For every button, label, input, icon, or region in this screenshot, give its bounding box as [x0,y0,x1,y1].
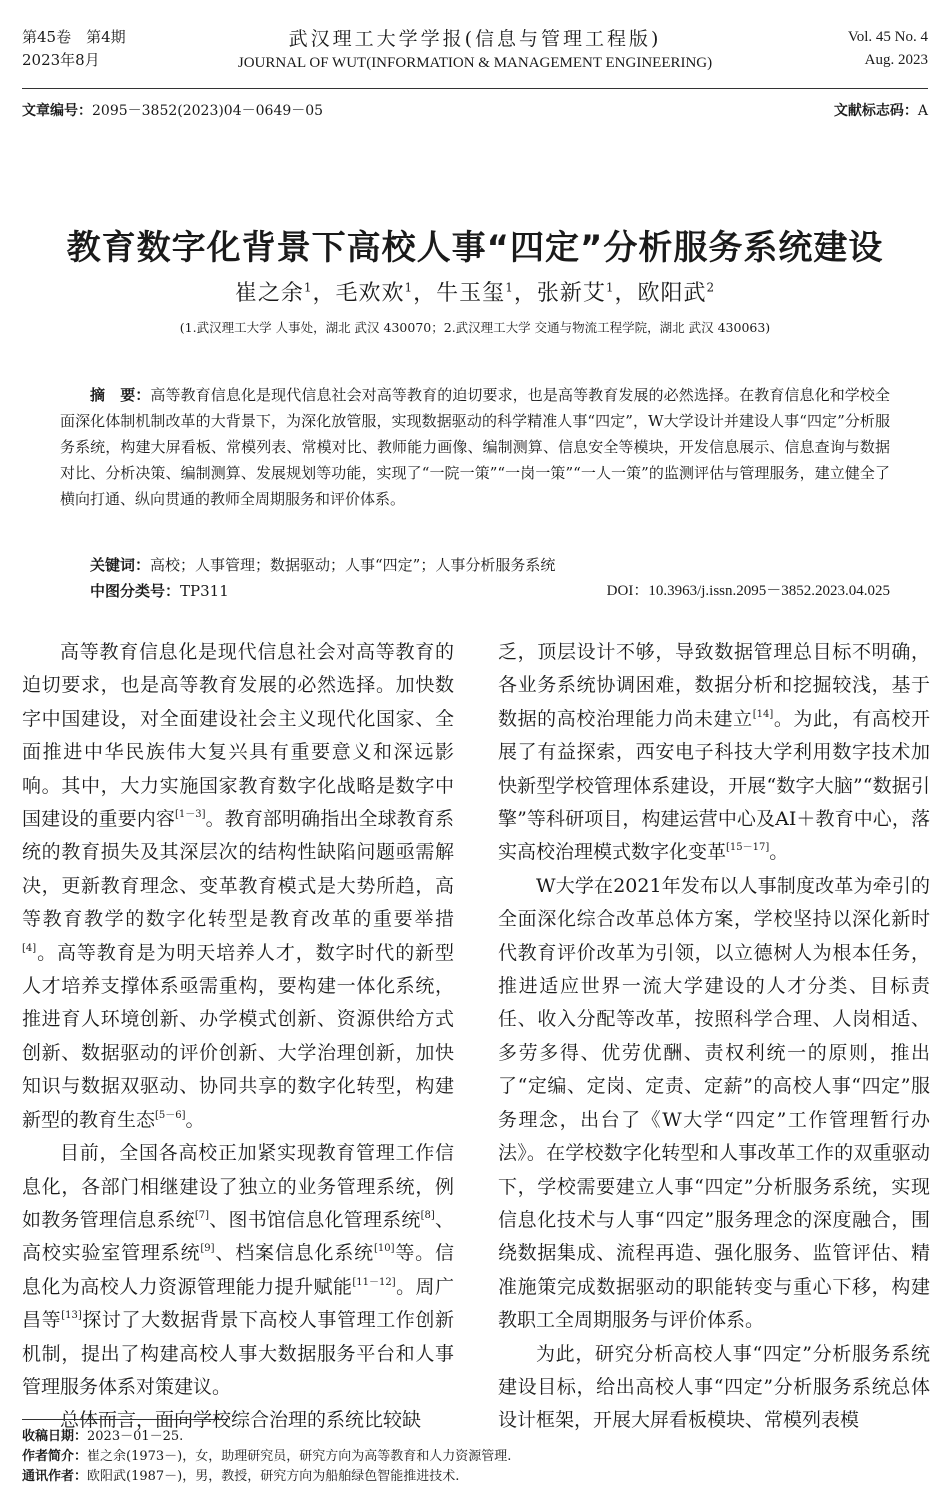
citation: [4] [22,942,37,954]
clc-value: TP311 [180,582,229,600]
abstract-label: 摘 要： [90,386,151,404]
author-name: 牛玉玺 [436,281,506,306]
paragraph: 总体而言，面向学校综合治理的系统比较缺 [60,1409,422,1432]
footnotes [22,1427,928,1487]
journal-name-zh: 武汉理工大学学报(信息与管理工程版) [288,28,662,50]
footnote-rule [22,1419,228,1420]
author-name: 张新艾 [536,281,606,306]
citation: [11－12] [352,1276,396,1288]
author-name: 崔之余 [234,281,304,306]
corresponding-label: 通讯作者： [22,1469,88,1484]
received-value: 2023－01－25. [87,1429,184,1444]
citation: [14] [752,708,774,720]
classification [90,578,890,604]
author-name: 欧阳武 [637,281,707,306]
clc-number [90,578,229,604]
clc-label: 中图分类号： [90,582,181,600]
text-run: 、高校实验室管理系统 [22,1208,454,1265]
page-header [22,26,928,86]
citation: [5－6] [155,1109,186,1121]
citation: [9] [200,1243,215,1255]
citation: [7] [194,1209,210,1221]
author-affil-mark: 1 [303,280,313,295]
corresponding-text: 欧阳武(1987－)，男，教授，研究方向为船舶绿色智能推进技术. [87,1469,460,1484]
article-id-value: 2095－3852(2023)04－0649－05 [92,103,324,119]
document-code-label: 文献标志码： [833,103,918,119]
keywords-label: 关键词： [90,556,151,574]
article-id [22,100,323,122]
author-list: 崔之余$^1$，毛欢欢$^1$，牛玉玺$^1$，张新艾$^1$，欧阳武$^2$ [234,280,716,306]
affiliations: (1.武汉理工大学 人事处，湖北 武汉 430070；2.武汉理工大学 交通与物流工程学院，湖北 武汉 430063) [179,320,771,335]
text-run: 等。信息化为高校人力资源管理能力提升赋能 [22,1242,454,1298]
paragraph: 为此，研究分析高校人事“四定”分析服务系统建设目标，给出高校人事“四定”分析服务系统总体设计框架，开展大屏看板模块、常模列表模 [498,1342,930,1432]
author-affil-mark: 1 [505,280,514,295]
text-run: 。 [185,1108,205,1131]
text-run: 。教育部明确指出全球教育系统的教育损失及其深层次的结构性缺陷问题亟需解决，更新教育理念、变革教育模式是大势所趋，高等教育教学的数字化转型是教育改革的重要举措 [22,808,454,931]
text-run: 、档案信息化系统 [214,1242,374,1265]
author-affil-mark: 2 [706,280,716,295]
text-run: 。周广昌等 [22,1275,454,1332]
journal-name-en: JOURNAL OF WUT(INFORMATION & MANAGEMENT ENGINEERING) [237,55,713,71]
corresponding-author [22,1467,928,1487]
citation: [15－17] [726,842,770,854]
keywords [90,552,890,578]
text-run: 。 [769,841,789,864]
body-column-left [22,636,454,1438]
paragraph [22,1137,454,1404]
article-title: 教育数字化背景下高校人事“四定”分析服务系统建设 [66,228,884,268]
journal-name [22,26,928,74]
header-rule [22,88,928,89]
abstract-text: 高等教育信息化是现代信息社会对高等教育的迫切要求，也是高等教育发展的必然选择。在教育信息化和学校全面深化体制机制改革的大背景下，为深化放管服，实现数据驱动的科学精准人事“四定”，W大学设计并建设人事“四定”分析服务系统，构建大屏看板、常模列表、常模对比、教师能力画像、编制测算、信息安全等模块，开发信息展示、信息查询与数据对比、分析决策、编制测算、发展规划等功能，实现了“一院一策”“一岗一策”“一人一策”的监测评估与管理服务，建立健全了横向打通、纵向贯通的教师全周期服务和评价体系。 [60,386,890,508]
author-name: 毛欢欢 [335,281,405,306]
volume-issue-en: Vol. 45 No. 4 [847,29,928,45]
author-affil-mark: 1 [605,280,615,295]
issue-date: 2023年8月 [22,51,100,69]
received-date [22,1427,928,1447]
text-run: 。高等教育是为明天培养人才，数字时代的新型人才培养支撑体系亟需重构，要构建一体化系统，推进育人环境创新、办学模式创新、资源供给方式创新、数据驱动的评价创新、大学治理创新，加快知识与数据双驱动、协同共享的数字化转型，构建新型的教育生态 [22,941,454,1131]
keywords-text: 高校；人事管理；数据驱动；人事“四定”；人事分析服务系统 [150,556,556,574]
paragraph [498,636,930,870]
body-column-right [498,636,930,1438]
citation: [8] [420,1209,435,1221]
paragraph [22,636,454,1137]
document-code-value: A [917,103,928,119]
article-id-label: 文章编号： [22,103,92,119]
header-right [848,26,928,72]
issue-date-en: Aug. 2023 [864,52,928,68]
volume-issue: 第45卷 第4期 [22,28,126,46]
doi: DOI：10.3963/j.issn.2095－3852.2023.04.025 [606,583,890,599]
text-run: 乏，顶层设计不够，导致数据管理总目标不明确，各业务系统协调困难，数据分析和挖掘较浅，基于数据的高校治理能力尚未建立 [498,641,930,730]
author-bio-label: 作者简介： [22,1449,88,1464]
author-bio-text: 崔之余(1973－)，女，助理研究员，研究方向为高等教育和人力资源管理. [87,1449,512,1464]
text-run: 目前，全国各高校正加紧实现教育管理工作信息化，各部门相继建设了独立的业务管理系统，例如教务管理信息系统 [22,1142,454,1231]
abstract [60,382,890,512]
citation: [1－3] [174,809,206,821]
text-run: 。为此，有高校开展了有益探索，西安电子科技大学利用数字技术加快新型学校管理体系建设，开展“数字大脑”“数据引擎”等科研项目，构建运营中心及AI＋教育中心，落实高校治理模式数字化变革 [498,707,930,864]
author-bio [22,1447,928,1467]
author-affil-mark: 1 [404,280,414,295]
paragraph: W大学在2021年发布以人事制度改革为牵引的全面深化综合改革总体方案，学校坚持以深化新时代教育评价改革为引领，以立德树人为根本任务，推进适应世界一流大学建设的人才分类、目标责任、收入分配等改革，按照科学合理、人岗相适、多劳多得、优劳优酬、责权利统一的原则，推出了“定编、定岗、定责、定薪”的高校人事“四定”服务理念，出台了《W大学“四定”工作管理暂行办法》。在学校数字化转型和人事改革工作的双重驱动下，学校需要建立人事“四定”分析服务系统，实现信息化技术与人事“四定”服务理念的深度融合，围绕数据集成、流程再造、强化服务、监管评估、精准施策完成数据驱动的职能转变与重心下移，构建教职工全周期服务与评价体系。 [498,874,930,1332]
document-code [834,100,928,122]
text-run: 高等教育信息化是现代信息社会对高等教育的迫切要求，也是高等教育发展的必然选择。加快数字中国建设，对全面建设社会主义现代化国家、全面推进中华民族伟大复兴具有重要意义和深远影响。其中，大力实施国家教育数字化战略是数字中国建设的重要内容 [22,641,454,831]
citation: [10] [373,1243,395,1255]
citation: [13] [61,1310,82,1322]
text-run: 探讨了大数据背景下高校人事管理工作创新机制，提出了构建高校人事大数据服务平台和人事管理服务体系对策建议。 [22,1309,454,1398]
received-label: 收稿日期： [22,1429,88,1444]
text-run: 、图书馆信息化管理系统 [209,1208,421,1231]
